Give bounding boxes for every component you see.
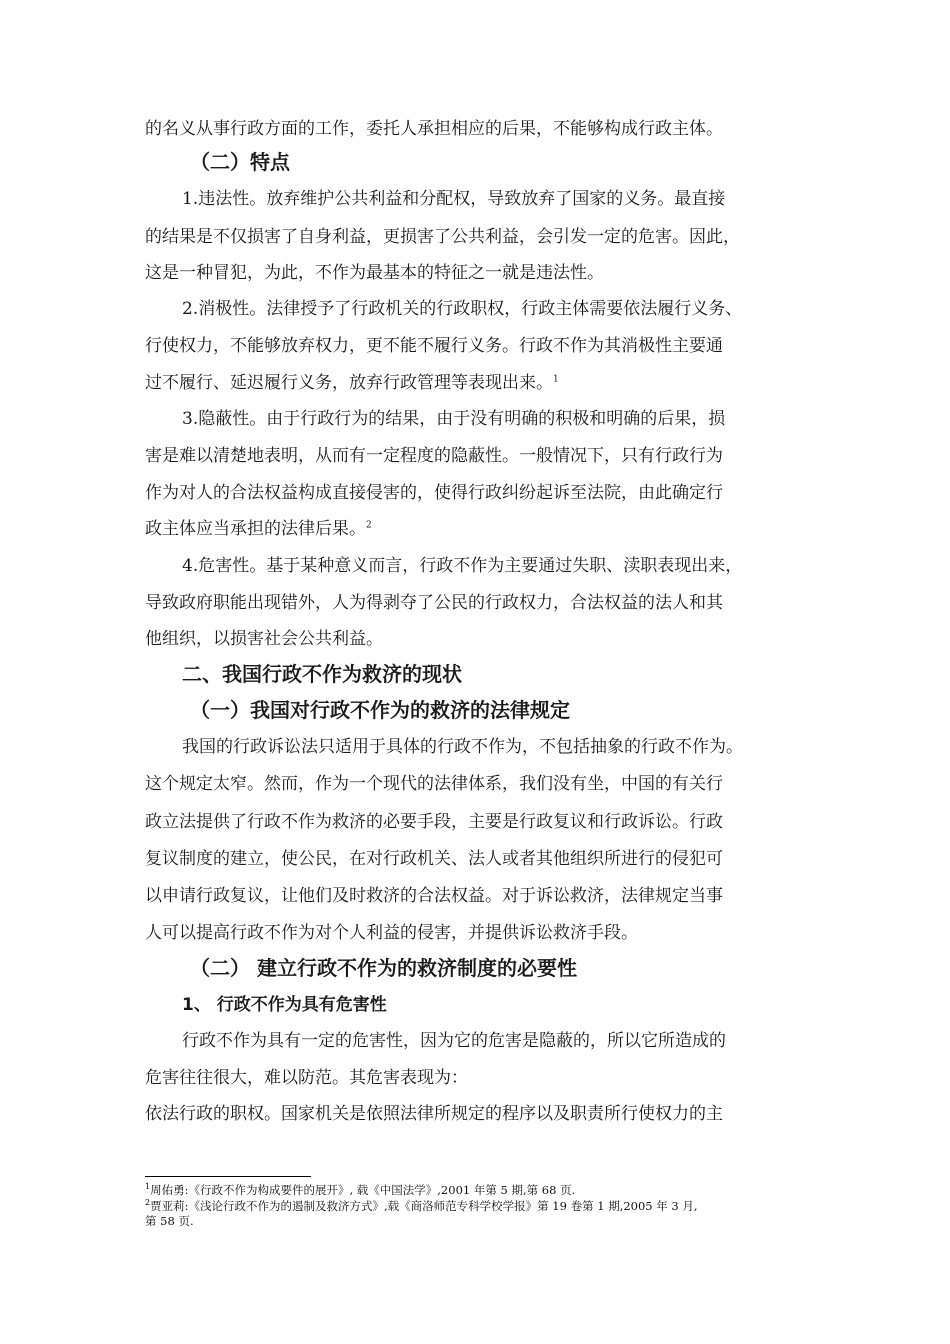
subheading-legal-provisions: （一）我国对行政不作为的救济的法律规定 bbox=[190, 698, 570, 722]
body-text-line: 这是一种冒犯，为此，不作为最基本的特征之一就是违法性。 bbox=[145, 263, 604, 283]
section-heading: 二、我国行政不作为救济的现状 bbox=[182, 662, 462, 686]
body-text-line: 行政不作为具有一定的危害性，因为它的危害是隐蔽的，所以它所造成的 bbox=[182, 1031, 726, 1051]
body-text-line: 害是难以清楚地表明，从而有一定程度的隐蔽性。一般情况下，只有行政行为 bbox=[145, 446, 723, 466]
body-text-line: 2.消极性。法律授予了行政机关的行政职权，行政主体需要依法履行义务、 bbox=[182, 299, 743, 319]
body-text-line bbox=[145, 372, 559, 394]
body-text-line: 政立法提供了行政不作为救济的必要手段，主要是行政复议和行政诉讼。行政 bbox=[145, 812, 723, 832]
footnote-text: 周佑勇:《行政不作为构成要件的展开》, 载《中国法学》,2001 年第 5 期,第 68 页. bbox=[150, 1183, 576, 1197]
body-text-line: 危害往往很大，难以防范。其危害表现为： bbox=[145, 1068, 468, 1088]
body-text: 政主体应当承担的法律后果。 bbox=[145, 519, 366, 539]
body-text-line: 3.隐蔽性。由于行政行为的结果，由于没有明确的积极和明确的后果，损 bbox=[182, 409, 726, 429]
subheading-features: （二）特点 bbox=[190, 150, 290, 174]
body-text-line: 的名义从事行政方面的工作，委托人承担相应的后果，不能够构成行政主体。 bbox=[145, 119, 723, 139]
footnote-separator bbox=[145, 1176, 311, 1177]
footnote-2-continuation: 第 58 页. bbox=[145, 1214, 194, 1228]
body-text-line: 他组织，以损害社会公共利益。 bbox=[145, 629, 383, 649]
subheading-necessity: （二） 建立行政不作为的救济制度的必要性 bbox=[190, 956, 577, 980]
footnote-2 bbox=[145, 1199, 698, 1213]
body-text-line: 行使权力，不能够放弃权力，更不能不履行义务。行政不作为其消极性主要通 bbox=[145, 336, 723, 356]
body-text-line: 作为对人的合法权益构成直接侵害的，使得行政纠纷起诉至法院，由此确定行 bbox=[145, 483, 723, 503]
body-text-line: 导致政府职能出现错外，人为得剥夺了公民的行政权力，合法权益的法人和其 bbox=[145, 593, 723, 613]
footnote-1 bbox=[145, 1183, 575, 1197]
footnote-text: 贾亚莉:《浅论行政不作为的遏制及救济方式》,载《商洛师范专科学校学报》第 19 卷第 1 期,2005 年 3 月, bbox=[150, 1199, 698, 1213]
footnote-ref: 2 bbox=[366, 520, 372, 531]
body-text-line: 的结果是不仅损害了自身利益，更损害了公共利益，会引发一定的危害。因此， bbox=[145, 227, 740, 247]
body-text-line: 4.危害性。基于某种意义而言，行政不作为主要通过失职、渎职表现出来， bbox=[182, 556, 743, 576]
footnote-number: 2 bbox=[145, 1198, 151, 1208]
body-text-line: 人可以提高行政不作为对个人利益的侵害，并提供诉讼救济手段。 bbox=[145, 923, 638, 943]
body-text-line: 以申请行政复议，让他们及时救济的合法权益。对于诉讼救济，法律规定当事 bbox=[145, 886, 723, 906]
body-text-line bbox=[145, 518, 372, 540]
body-text-line: 1.违法性。放弃维护公共利益和分配权，导致放弃了国家的义务。最直接 bbox=[182, 189, 726, 209]
body-text-line: 我国的行政诉讼法只适用于具体的行政不作为，不包括抽象的行政不作为。 bbox=[182, 737, 743, 757]
footnote-ref: 1 bbox=[553, 374, 559, 385]
body-text: 过不履行、延迟履行义务，放弃行政管理等表现出来。 bbox=[145, 373, 553, 393]
body-text-line: 复议制度的建立，使公民，在对行政机关、法人或者其他组织所进行的侵犯可 bbox=[145, 849, 723, 869]
body-text-line: 这个规定太窄。然而，作为一个现代的法律体系，我们没有坐，中国的有关行 bbox=[145, 774, 723, 794]
list-item-heading: 1、 行政不作为具有危害性 bbox=[182, 995, 387, 1015]
body-text-line: 依法行政的职权。国家机关是依照法律所规定的程序以及职责所行使权力的主 bbox=[145, 1104, 723, 1124]
footnote-number: 1 bbox=[145, 1182, 151, 1192]
